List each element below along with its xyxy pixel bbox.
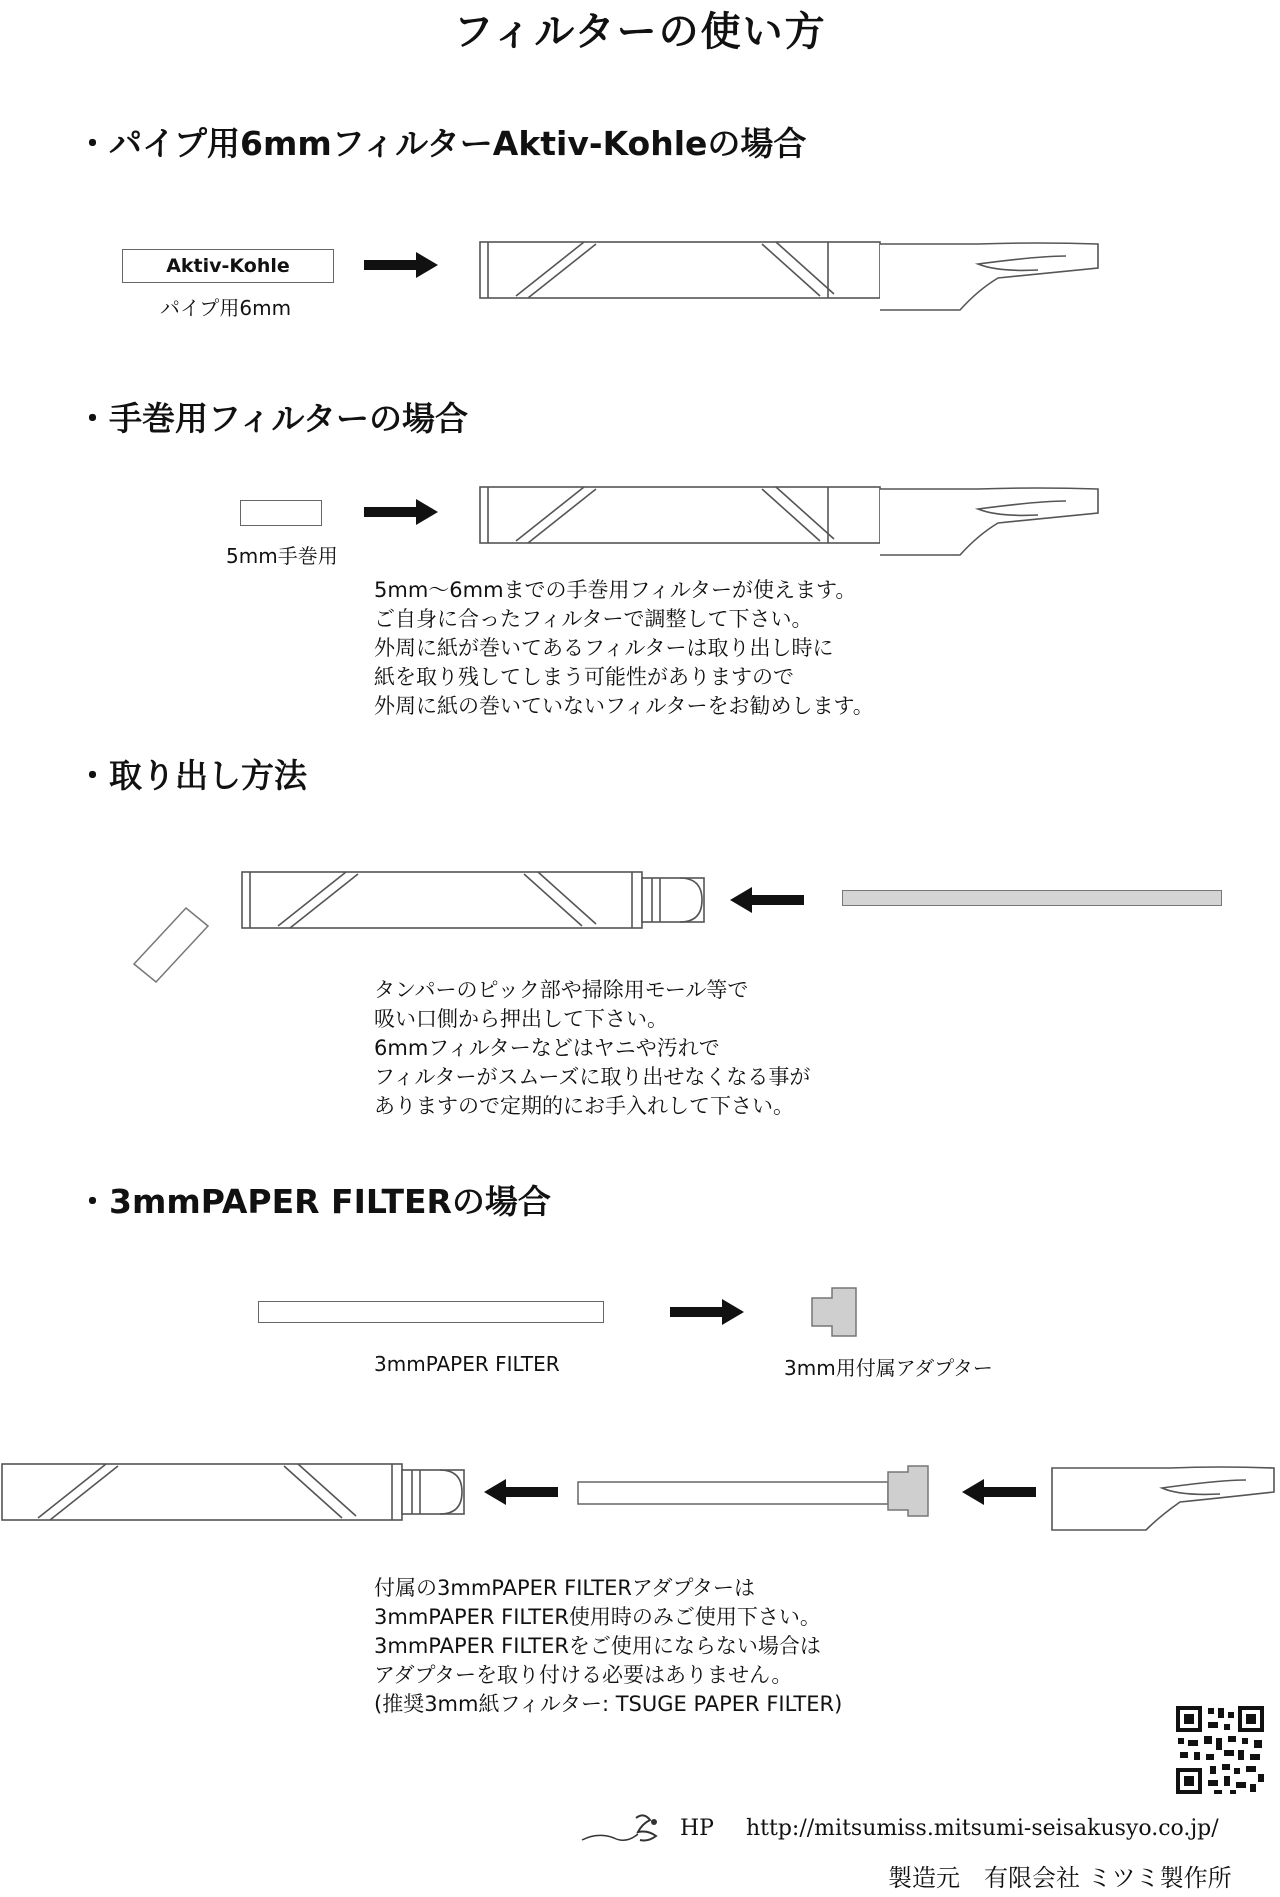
adapter-caption: 3mm用付属アダプター <box>784 1356 993 1380</box>
paragraph-line: 6mmフィルターなどはヤニや汚れで <box>374 1036 720 1060</box>
website-url[interactable]: http://mitsumiss.mitsumi-seisakusyo.co.jp/ <box>746 1816 1219 1841</box>
rolling-filter-shape <box>240 500 322 526</box>
paragraph-line: 付属の3mmPAPER FILTERアダプターは <box>374 1576 755 1600</box>
rolling-filter-instructions <box>374 576 874 721</box>
left-arrow-icon <box>960 1477 1040 1507</box>
rolling-5mm-caption: 5mm手巻用 <box>226 544 338 568</box>
pipe-6mm-caption: パイプ用6mm <box>160 296 292 320</box>
paper-filter-caption: 3mmPAPER FILTER <box>374 1352 560 1376</box>
paragraph-line: ご自身に合ったフィルターで調整して下さい。 <box>374 607 813 631</box>
paragraph-line: 3mmPAPER FILTERをご使用にならない場合は <box>374 1634 821 1658</box>
paragraph-line: フィルターがスムーズに取り出せなくなる事が <box>374 1065 811 1089</box>
paragraph-line: 紙を取り残してしまう可能性がありますので <box>374 665 794 689</box>
ejected-filter-shape <box>132 904 222 984</box>
paper-filter-with-adapter <box>576 1462 936 1522</box>
paragraph-line: ありますので定期的にお手入れして下さい。 <box>374 1094 794 1118</box>
left-arrow-icon <box>728 885 808 915</box>
mouthpiece-diagram <box>1050 1460 1280 1540</box>
pipe-stem-diagram <box>478 483 1108 563</box>
stem-with-tenon-diagram <box>240 868 720 938</box>
aktiv-kohle-filter: Aktiv-Kohle <box>122 249 334 283</box>
section-heading-rolling-filter: ・手巻用フィルターの場合 <box>76 399 469 438</box>
paper-filter-instructions <box>374 1574 842 1719</box>
page-title: フィルターの使い方 <box>453 9 827 55</box>
paragraph-line: アダプターを取り付ける必要はありません。 <box>374 1663 793 1687</box>
paragraph-line: 吸い口側から押出して下さい。 <box>374 1007 668 1031</box>
paragraph-line: (推奨3mm紙フィルター: TSUGE PAPER FILTER) <box>374 1692 843 1716</box>
section-heading-paper-filter: ・3mmPAPER FILTERの場合 <box>76 1182 551 1221</box>
paragraph-line: 外周に紙が巻いてあるフィルターは取り出し時に <box>374 636 834 660</box>
right-arrow-icon <box>364 497 444 527</box>
hp-label: HP <box>680 1816 714 1841</box>
right-arrow-icon <box>364 250 444 280</box>
section-heading-pipe-filter: ・パイプ用6mmフィルターAktiv-Kohleの場合 <box>76 124 807 163</box>
paragraph-line: 5mm〜6mmまでの手巻用フィルターが使えます。 <box>374 578 857 602</box>
adapter-shape <box>808 1286 868 1346</box>
left-arrow-icon <box>482 1477 562 1507</box>
right-arrow-icon <box>670 1297 750 1327</box>
pipe-stem-diagram <box>478 238 1108 318</box>
paper-filter-shape <box>258 1301 604 1323</box>
section-heading-removal: ・取り出し方法 <box>76 756 307 795</box>
cleaning-rod <box>842 890 1222 906</box>
paragraph-line: タンパーのピック部や掃除用モール等で <box>374 978 749 1002</box>
removal-instructions <box>374 976 810 1121</box>
stem-with-tenon-diagram <box>0 1460 480 1530</box>
company-logo <box>578 1810 668 1850</box>
paragraph-line: 3mmPAPER FILTER使用時のみご使用下さい。 <box>374 1605 821 1629</box>
manufacturer-name: 製造元 有限会社 ミツミ製作所 <box>888 1864 1232 1892</box>
paragraph-line: 外周に紙の巻いていないフィルターをお勧めします。 <box>374 694 874 718</box>
qr-code-icon <box>1174 1704 1266 1796</box>
